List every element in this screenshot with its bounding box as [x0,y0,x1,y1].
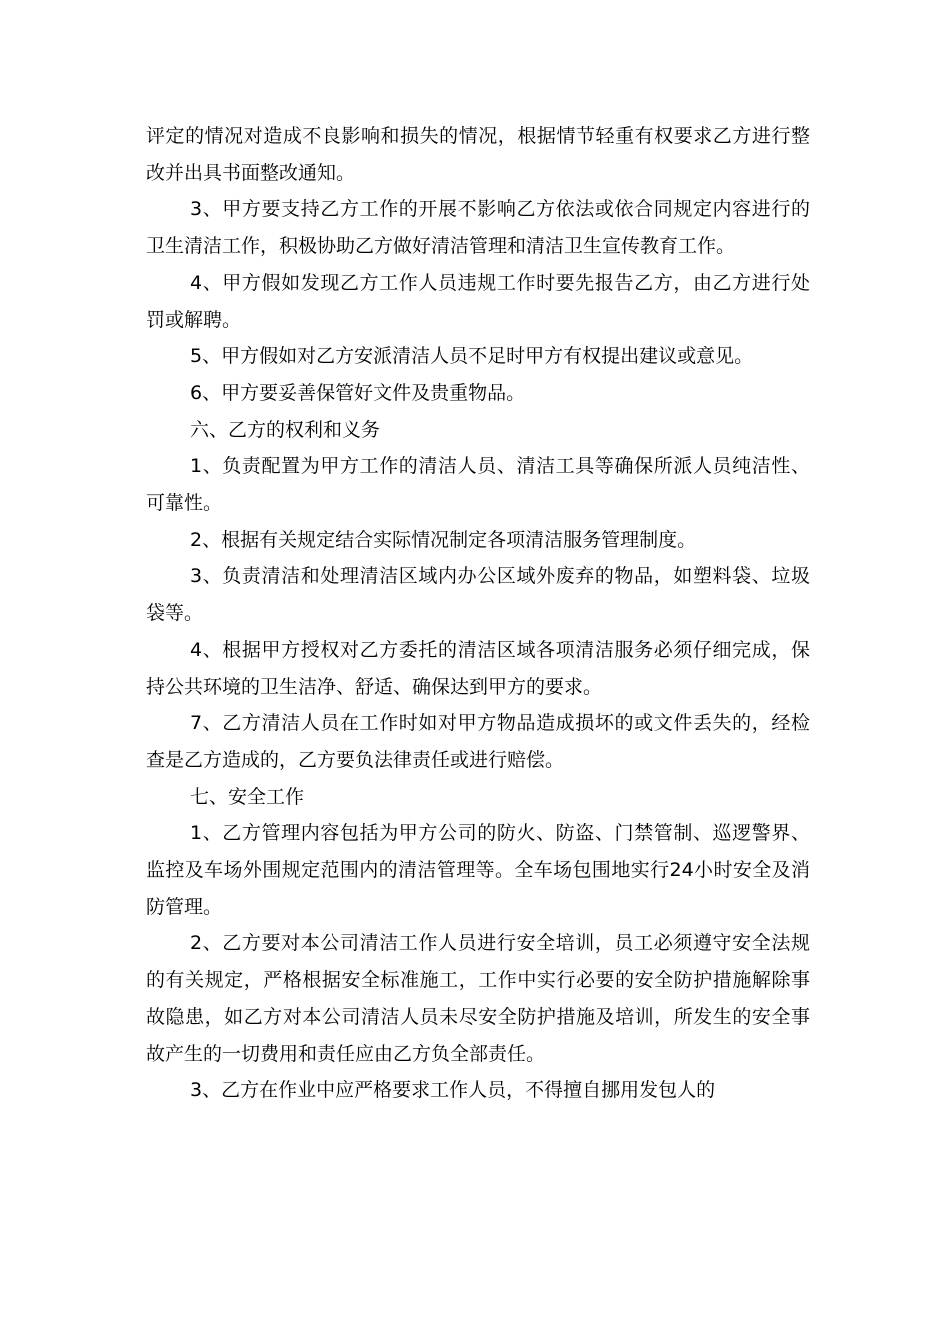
paragraph: 2、根据有关规定结合实际情况制定各项清洁服务管理制度。 [190,528,697,551]
paragraph: 2、乙方要对本公司清洁工作人员进行安全培训，员工必须遵守安全法规的有关规定，严格根据安全标准施工，工作中实行必要的安全防护措施解除事故隐患，如乙方对本公司清洁人员未尽安全防护措施及培训，所发生的安全事故产生的一切费用和责任应由乙方负全部责任。 [146,932,810,1065]
paragraph: 7、乙方清洁人员在工作时如对甲方物品造成损坏的或文件丢失的，经检查是乙方造成的，乙方要负法律责任或进行赔偿。 [146,712,810,771]
paragraph: 3、负责清洁和处理清洁区域内办公区域外废弃的物品，如塑料袋、垃圾袋等。 [146,565,810,625]
paragraph: 3、甲方要支持乙方工作的开展不影响乙方依法或依合同规定内容进行的卫生清洁工作，积极协助乙方做好清洁管理和清洁卫生宣传教育工作。 [146,198,810,258]
paragraph: 4、甲方假如发现乙方工作人员违规工作时要先报告乙方，由乙方进行处罚或解聘。 [146,271,810,331]
paragraph: 5、甲方假如对乙方安派清洁人员不足时甲方有权提出建议或意见。 [190,345,754,368]
paragraph: 4、根据甲方授权对乙方委托的清洁区域各项清洁服务必须仔细完成，保持公共环境的卫生洁净、舒适、确保达到甲方的要求。 [146,638,810,698]
paragraph: 1、负责配置为甲方工作的清洁人员、清洁工具等确保所派人员纯洁性、可靠性。 [146,455,810,515]
paragraph: 6、甲方要妥善保管好文件及贵重物品。 [190,381,526,404]
section-heading: 七、安全工作 [190,785,305,808]
paragraph: 1、乙方管理内容包括为甲方公司的防火、防盗、门禁管制、巡逻警界、监控及车场外围规定范围内的清洁管理等。全车场包围地实行24小时安全及消防管理。 [146,822,810,918]
document-body [146,118,810,1109]
paragraph: 评定的情况对造成不良影响和损失的情况，根据情节轻重有权要求乙方进行整改并出具书面整改通知。 [146,125,810,184]
paragraph: 3、乙方在作业中应严格要求工作人员，不得擅自挪用发包人的 [190,1079,716,1102]
section-heading: 六、乙方的权利和义务 [190,418,381,441]
